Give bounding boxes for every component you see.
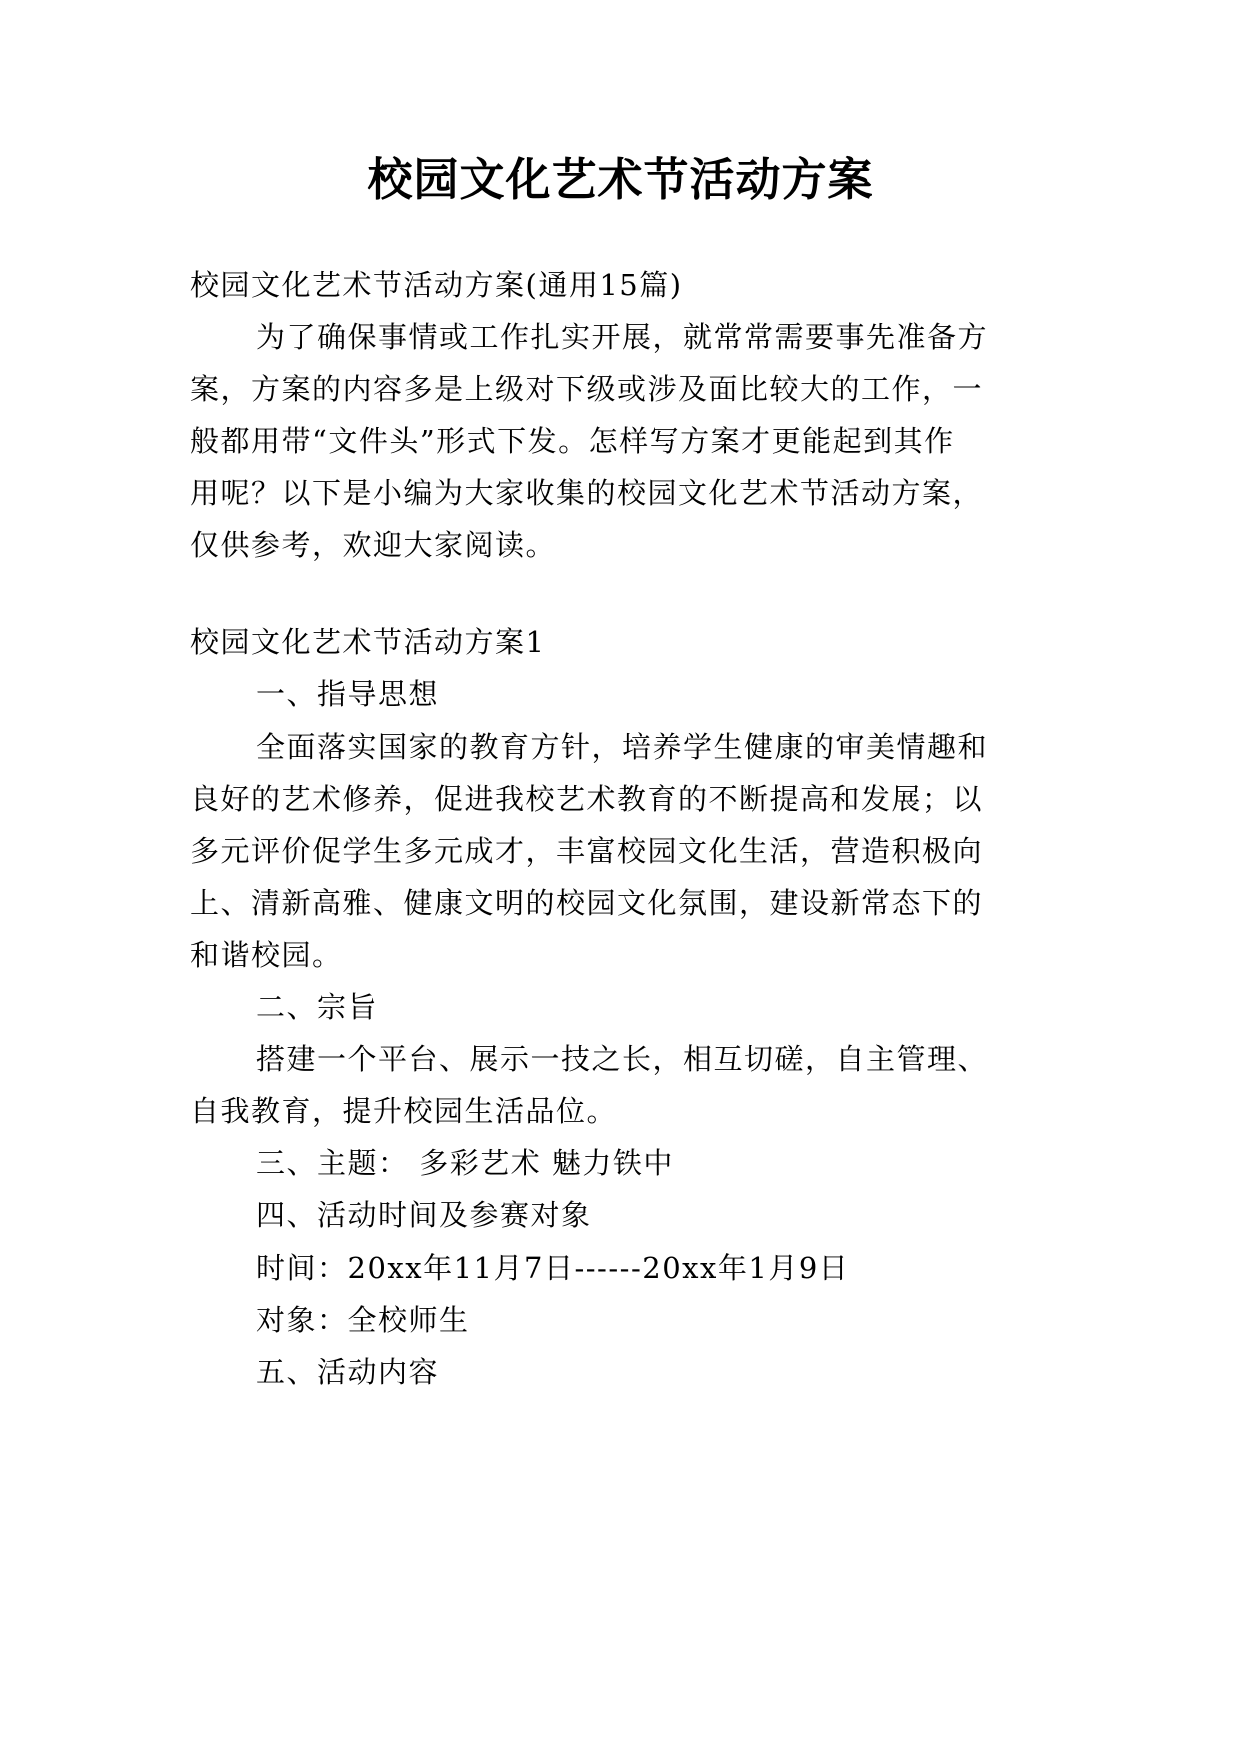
intro-line-2: 案，方案的内容多是上级对下级或涉及面比较大的工作，一 — [190, 372, 984, 406]
guiding-line-3: 多元评价促学生多元成才，丰富校园文化生活，营造积极向 — [190, 834, 984, 868]
document-subtitle: 校园文化艺术节活动方案(通用15篇) — [190, 268, 683, 302]
document-title: 校园文化艺术节活动方案 — [367, 153, 874, 206]
guiding-line-5: 和谐校园。 — [190, 938, 343, 972]
target-line: 对象：全校师生 — [256, 1303, 470, 1337]
intro-line-3: 般都用带“文件头”形式下发。怎样写方案才更能起到其作 — [190, 424, 955, 458]
time-line: 时间：20xx年11月7日------20xx年1月9日 — [256, 1251, 850, 1285]
purpose-line-2: 自我教育，提升校园生活品位。 — [190, 1094, 618, 1128]
content-heading: 五、活动内容 — [256, 1355, 440, 1389]
purpose-line-1: 搭建一个平台、展示一技之长，相互切磋，自主管理、 — [256, 1042, 989, 1076]
guiding-line-4: 上、清新高雅、健康文明的校园文化氛围，建设新常态下的 — [190, 886, 984, 920]
section-heading: 校园文化艺术节活动方案1 — [190, 625, 546, 659]
intro-line-5: 仅供参考，欢迎大家阅读。 — [190, 528, 557, 562]
theme-line: 三、主题： 多彩艺术 魅力铁中 — [256, 1146, 674, 1180]
guiding-line-1: 全面落实国家的教育方针，培养学生健康的审美情趣和 — [256, 730, 989, 764]
purpose-heading: 二、宗旨 — [256, 990, 379, 1024]
time-heading: 四、活动时间及参赛对象 — [256, 1198, 592, 1232]
guiding-line-2: 良好的艺术修养，促进我校艺术教育的不断提高和发展；以 — [190, 782, 984, 816]
intro-line-4: 用呢？以下是小编为大家收集的校园文化艺术节活动方案， — [190, 476, 984, 510]
guiding-heading: 一、指导思想 — [256, 677, 440, 711]
intro-line-1: 为了确保事情或工作扎实开展，就常常需要事先准备方 — [256, 320, 989, 354]
